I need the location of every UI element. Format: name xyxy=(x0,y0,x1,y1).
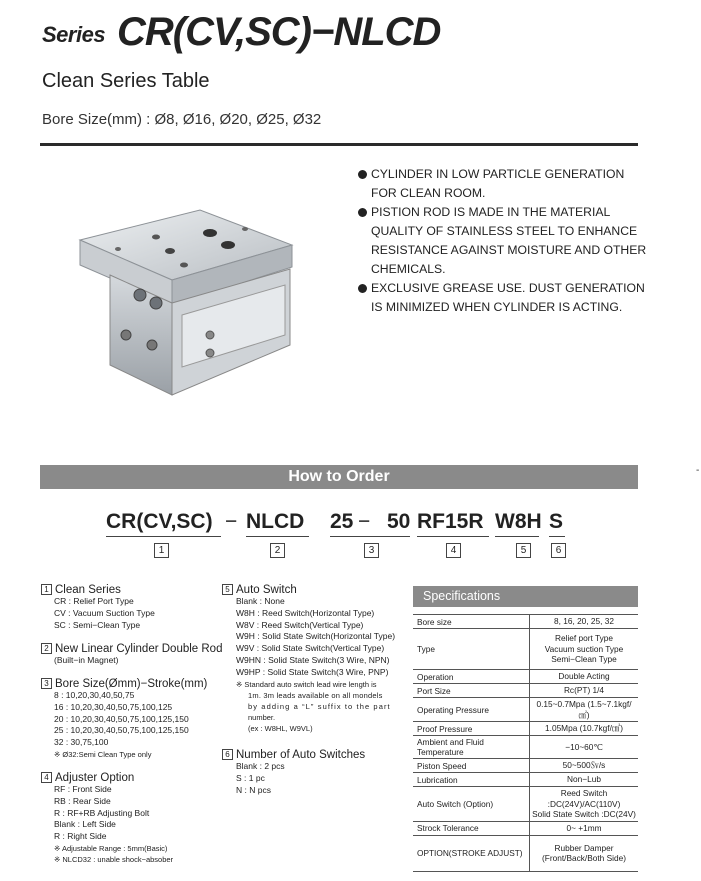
specifications-header: Specifications xyxy=(413,586,638,607)
section-note: ※ Ø32:Semi Clean Type only xyxy=(54,749,152,759)
order-number-1: 1 xyxy=(154,543,169,558)
spec-value xyxy=(530,615,639,629)
option-item: (Built−in Magnet) xyxy=(54,655,119,665)
spec-value xyxy=(530,835,639,871)
section-title: Adjuster Option xyxy=(55,772,135,784)
spec-value-line: 0.15~0.7Mpa (1.5~7.1kgf/㎠) xyxy=(536,699,632,720)
option-item: W9HN : Solid State Switch(3 Wire, NPN) xyxy=(236,654,390,665)
code-underline xyxy=(330,536,410,537)
option-item: W8V : Reed Switch(Vertical Type) xyxy=(236,619,364,630)
section-note: ※ NLCD32 : unable shock−absober xyxy=(54,854,174,864)
spec-row xyxy=(413,670,638,684)
spec-row xyxy=(413,722,638,736)
feature-item: CYLINDER IN LOW PARTICLE GENERATION FOR CLEAN ROOM. xyxy=(358,165,648,203)
code-series: CR(CV,SC) xyxy=(106,510,213,533)
section-note: ※ Standard auto switch lead wire length is xyxy=(236,679,377,689)
spec-value xyxy=(530,629,639,670)
section-note: ※ Adjustable Range : 5mm(Basic) xyxy=(54,843,168,853)
spec-value-line: Non−Lub xyxy=(567,774,601,785)
option-item: R : RF+RB Adjusting Bolt xyxy=(54,807,150,818)
section-adjuster xyxy=(41,772,173,865)
section-note: (ex : W8HL, W9VL) xyxy=(248,723,313,733)
option-item: N : N pcs xyxy=(236,784,271,795)
section-number-box: 4 xyxy=(41,772,52,783)
section-title: Auto Switch xyxy=(236,584,297,596)
header-divider xyxy=(40,143,638,146)
spec-key: Ambient and Fluid Temperature xyxy=(413,736,530,759)
code-underline xyxy=(246,536,309,537)
section-note: 1m. 3m leads available on all mondels xyxy=(248,690,383,700)
spec-value xyxy=(530,821,639,835)
spec-row xyxy=(413,736,638,759)
spec-key: Type xyxy=(413,629,530,670)
spec-key: Operation xyxy=(413,670,530,684)
bore-size-line: Bore Size(mm) : Ø8, Ø16, Ø20, Ø25, Ø32 xyxy=(42,111,322,128)
spec-value-line: Semi−Clean Type xyxy=(551,654,617,665)
option-item: 20 : 10,20,30,40,50,75,100,125,150 xyxy=(54,713,189,724)
section-number-box: 3 xyxy=(41,678,52,689)
spec-value-line: Reed Switch :DC(24V)/AC(110V) xyxy=(547,788,621,809)
section-number-box: 6 xyxy=(222,749,233,760)
section-title: Number of Auto Switches xyxy=(236,749,366,761)
section-note: number. xyxy=(248,712,276,722)
series-label: Series xyxy=(42,22,106,47)
spec-key: Piston Speed xyxy=(413,759,530,773)
code-underline xyxy=(549,536,565,537)
option-item: 16 : 10,20,30,40,50,75,100,125 xyxy=(54,701,173,712)
spec-row xyxy=(413,835,638,871)
section-clean-series xyxy=(41,584,155,631)
option-item: S : 1 pc xyxy=(236,772,265,783)
order-number-2: 2 xyxy=(270,543,285,558)
option-item: Blank : 2 pcs xyxy=(236,761,285,771)
spec-value xyxy=(530,736,639,759)
order-number-3: 3 xyxy=(364,543,379,558)
code-model: NLCD xyxy=(246,510,305,533)
spec-row xyxy=(413,773,638,787)
section-number-box: 1 xyxy=(41,584,52,595)
product-image xyxy=(60,185,330,405)
spec-key: Lubrication xyxy=(413,773,530,787)
code-dash: − xyxy=(358,510,371,533)
section-note: by adding a “L” suffix to the part xyxy=(248,701,391,711)
spec-value-line: 50~500㏜/s xyxy=(562,760,606,771)
option-item: R : Right Side xyxy=(54,831,107,842)
page-subtitle: Clean Series Table xyxy=(42,70,210,92)
spec-value-line: Rubber Damper xyxy=(554,842,614,853)
spec-row xyxy=(413,787,638,822)
spec-value xyxy=(530,670,639,684)
spec-value-line: (Front/Back/Both Side) xyxy=(542,853,626,863)
section-linear xyxy=(41,643,222,667)
code-dash: − xyxy=(225,510,238,533)
feature-item: PISTION ROD IS MADE IN THE MATERIAL QUALITY OF STAINLESS STEEL TO ENHANCE RESISTANCE AGAINST MOISTURE AND OTHER CHEMICALS. xyxy=(358,203,648,279)
option-item: W9HP : Solid State Switch(3 Wire, PNP) xyxy=(236,666,389,677)
section-auto-switch xyxy=(222,584,395,734)
spec-value xyxy=(530,698,639,722)
spec-value xyxy=(530,684,639,698)
section-title: Bore Size(Ømm)−Stroke(mm) xyxy=(55,678,208,690)
order-number-5: 5 xyxy=(516,543,531,558)
spec-value-line: 0~ +1mm xyxy=(566,822,602,833)
spec-row xyxy=(413,698,638,722)
section-num-switches xyxy=(222,749,365,796)
spec-key: Proof Pressure xyxy=(413,722,530,736)
spec-value-line: Solid State Switch :DC(24V) xyxy=(532,809,636,819)
spec-key: Bore size xyxy=(413,615,530,629)
section-title: New Linear Cylinder Double Rod xyxy=(55,643,223,655)
section-number-box: 5 xyxy=(222,584,233,595)
code-underline xyxy=(417,536,489,537)
option-item: RB : Rear Side xyxy=(54,795,111,806)
section-number-box: 2 xyxy=(41,643,52,654)
spec-value-line: 1.05Mpa (10.7kgf/㎠) xyxy=(545,723,623,734)
spec-value-line: Relief port Type xyxy=(555,633,613,644)
spec-key: OPTION(STROKE ADJUST) xyxy=(413,835,530,871)
option-item: 32 : 30,75,100 xyxy=(54,737,109,748)
spec-value xyxy=(530,722,639,736)
feature-item: EXCLUSIVE GREASE USE. DUST GENERATION IS MINIMIZED WHEN CYLINDER IS ACTING. xyxy=(358,279,648,317)
option-item: W9H : Solid State Switch(Horizontal Type) xyxy=(236,631,396,642)
code-stroke: 50 xyxy=(387,510,411,533)
option-item: RF : Front Side xyxy=(54,784,112,794)
spec-row xyxy=(413,629,638,670)
section-title: Clean Series xyxy=(55,584,121,596)
order-number-4: 4 xyxy=(446,543,461,558)
spec-row xyxy=(413,759,638,773)
spec-row xyxy=(413,821,638,835)
spec-key: Port Size xyxy=(413,684,530,698)
spec-value-line: Rc(PT) 1/4 xyxy=(563,685,605,696)
code-switch-count: S xyxy=(549,510,564,533)
code-switch: W8H xyxy=(495,510,542,533)
spec-value-line: Vacuum suction Type xyxy=(544,643,624,654)
option-item: CR : Relief Port Type xyxy=(54,596,134,606)
option-item: SC : Semi−Clean Type xyxy=(54,619,141,630)
spec-key: Auto Switch (Option) xyxy=(413,787,530,822)
option-item: Blank : Left Side xyxy=(54,819,116,830)
code-underline xyxy=(106,536,221,537)
option-item: 25 : 10,20,30,40,50,75,100,125,150 xyxy=(54,725,189,736)
spec-row xyxy=(413,615,638,629)
option-item: 8 : 10,20,30,40,50,75 xyxy=(54,690,135,700)
side-mark: - xyxy=(696,465,700,476)
code-bore: 25 xyxy=(330,510,354,533)
spec-row xyxy=(413,684,638,698)
spec-value xyxy=(530,787,639,822)
specifications-table xyxy=(413,614,638,872)
spec-value xyxy=(530,759,639,773)
option-item: Blank : None xyxy=(236,596,285,606)
model-title: CR(CV,SC)−NLCD xyxy=(117,10,441,54)
how-to-order-header: How to Order xyxy=(40,465,638,489)
code-adjuster: RF15R xyxy=(417,510,484,533)
spec-value-line: Double Acting xyxy=(558,671,610,682)
spec-key: Operating Pressure xyxy=(413,698,530,722)
order-number-6: 6 xyxy=(551,543,566,558)
feature-list xyxy=(358,165,648,317)
spec-value-line: −10~60℃ xyxy=(565,741,603,752)
option-item: W9V : Solid State Switch(Vertical Type) xyxy=(236,643,385,654)
spec-value xyxy=(530,773,639,787)
spec-value-line: 8, 16, 20, 25, 32 xyxy=(554,616,614,627)
option-item: W8H : Reed Switch(Horizontal Type) xyxy=(236,607,375,618)
spec-key: Strock Tolerance xyxy=(413,821,530,835)
option-item: CV : Vacuum Suction Type xyxy=(54,607,155,618)
code-underline xyxy=(495,536,539,537)
section-bore-stroke xyxy=(41,678,207,760)
